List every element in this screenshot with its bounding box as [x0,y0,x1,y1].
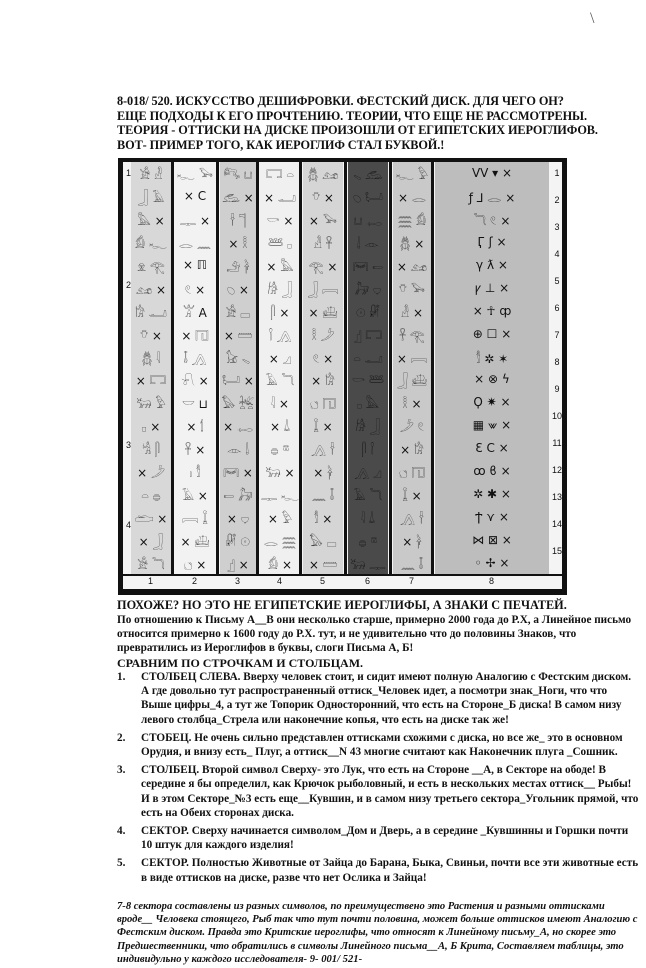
glyph-cell: × 𓂋 [398,191,426,206]
list-item [117,670,639,727]
footer-paragraph: 7-8 сектора составлены из разных символов, по преимуществено это Растения и разными оттисками вроде__ Человека стоящего, Рыб так что тут почти половина, может больше оттисков имеют Аналогию с Фестским диском. Правда это Критские иероглифы, что относят к Линейному письму_А, но скорее это Предшественники, что обратились в символы Линейного письма__А, Б Крита, Составляем таблицы, это индивидульно у каждого исследователя- 9- 001/ 521- [117,901,638,965]
glyph-cell: 𓆣 𓃭 [307,168,339,183]
glyph-cell: 𓋴 𓌉 [361,443,375,458]
glyph-cell: 𓄤 𓂻 [183,351,207,366]
glyph-column-5 [303,162,343,574]
glyph-cell: 𓄣 𓅨 [398,282,426,297]
glyph-cell: 𓃒 × [265,465,295,480]
glyph-cell: × 𓅱 [267,511,293,526]
glyph-cell: 𓆇 𓂡 [353,191,383,206]
glyph-cell: × 𓉐 [135,374,167,389]
row-number: 12 [552,465,562,475]
glyph-cell: 𓅃 𓊌 [309,534,337,549]
glyph-cell: 𓎡 × [266,214,294,229]
glyph-cell: 𓀙 𓃀 [267,282,293,297]
glyph-cell: 𓇋 𓍑 [361,511,375,526]
glyph-cell: 𓃀 𓄿 [137,191,165,206]
glyph-cell: 𓀀 𓊌 [225,305,251,320]
glyph-cell: ✲ ✱ × [473,486,511,501]
glyph-cell: × 𓃭 [396,259,428,274]
glyph-cell: 𓂓 𓉻 [353,214,383,229]
glyph-cell: 𓇋 × [271,397,289,412]
intro-paragraph: По отношению к Письму А__В они несколько старше, примерно 2000 года до Р.Х, а Линейное письмо относится примерно к 1600 году до Р.Х. тут, и не удивительно что до половины Знаков, что превратились из Иероглифов в буквы, слоги Письма А, Б! [117,614,632,654]
glyph-cell: 𓀾 ✲ ✶ [475,351,509,366]
glyph-cell: 𓂀 × [308,259,338,274]
glyph-cell: Ӷ ʃ × [477,235,507,250]
glyph-cell: 𓋞 𓍿 [352,259,384,274]
glyph-cell: 𓊃 × [179,214,211,229]
glyph-cell: 𓎡 𓆷 [351,374,385,389]
glyph-column-3 [220,162,256,574]
glyph-cell: 𓊃 𓆑 [260,488,300,503]
glyph-cell: 𓃒 𓊃 [350,557,386,572]
glyph-cell: 𓈗 𓀁 [397,214,427,229]
glyph-cell: 𓄿 × [182,488,208,503]
glyph-cell: 𓃹 × [222,191,254,206]
glyph-column-1 [131,162,171,574]
glyph-cell: 𓃗 𓂑 [354,282,382,297]
glyph-cell: 𓀁 𓆑 [134,237,168,252]
column-number: 1 [148,576,154,586]
column-divider [299,162,302,574]
glyph-cell: 𓍿 𓃗 [223,488,253,503]
glyph-cell: 𓋞 × [223,465,253,480]
list-item-text: СТОЛБЕЦ. Второй символ Сверху- это Лук, что есть на Стороне __А, в Секторе на ободе! В середине я бы определил, как Крючок рыболовный, и есть в нескольких местах оттиск__ Рыбы! И в этом Секторе_№3 есть еще__Кувшин, и в самом низу третьего сектора_Угольник прямой, что есть на Обеих сторонах диска. [141,764,639,819]
glyph-column-2 [175,162,215,574]
glyph-cell: 𓆑 𓅨 [176,168,214,183]
glyph-cell: 𓁹 𓌃 [226,443,250,458]
glyph-cell: 𓁐 𓋹 [313,237,333,252]
glyph-cell: × ℿ [182,257,208,272]
column-number: 4 [277,576,283,586]
glyph-cell: 𓋴 × [270,305,290,320]
glyph-cell: 𓅃 𓆥 [221,397,255,412]
row-number: 14 [552,519,562,529]
glyph-cell: ◦ ✢ × [474,555,510,570]
hieroglyph-comparison-figure [118,158,567,595]
left-row-number: 3 [126,440,132,450]
glyph-cell: 𓏏 𓐍 [141,488,161,503]
column-divider [171,162,174,574]
heading-line-1: 8-018/ 520. ИСКУССТВО ДЕШИФРОВКИ. ФЕСТСКИЙ ДИСК. ДЛЯ ЧЕГО ОН? [117,94,564,108]
glyph-cell: 𓆣 × [399,237,425,252]
glyph-column-4 [260,162,300,574]
column-number: 3 [235,576,241,586]
glyph-cell: 𓌉 𓂻 [268,328,292,343]
glyph-cell: × 𓀗 [311,374,335,389]
glyph-cell: 𓎛 𓌳 [311,328,335,343]
list-item-number: 4. [117,825,126,838]
glyph-cell: × 𓃀 [138,534,164,549]
glyph-cell: × 𓎛 [228,237,248,252]
glyph-cell: 𓋹 𓂀 [399,328,425,343]
glyph-cell: 𓍯 × [181,374,209,389]
row-number: 11 [552,438,562,448]
glyph-cell: 𓀀 𓁐 [139,168,163,183]
row-number: 5 [554,276,560,286]
glyph-cell: 𓃀 𓇯 [307,282,339,297]
glyph-cell: 𓁐 × [401,305,423,320]
numbered-list [117,670,639,889]
list-item [117,731,639,759]
compare-heading: СРАВНИМ ПО СТРОЧКАМ И СТОЛБЦАМ. [117,656,364,670]
glyph-cell: 𓏏 𓂝 [353,351,383,366]
glyph-cell: 𓃀 𓊝 [397,374,427,389]
column-divider [256,162,259,574]
column-number-band [123,574,562,589]
glyph-cell: 𓆑 𓅱 [395,168,429,183]
glyph-cell: 𓂧 × [134,511,168,526]
glyph-cell: 𓁷 𓂀 [137,259,165,274]
glyph-column-8 [435,162,549,574]
glyph-cell: Ϯ ⋎ × [475,509,509,524]
list-item [117,856,639,884]
list-item-text: СТОЛБЕЦ СЛЕВА. Вверху человек стоит, и сидит имеют полную Аналогию с Фестским диском. А где довольно тут распространенный оттиск_Человек идет, а посмотри знак_Ноги, что что Выше цифры_4, а тут же Топорик Односторонний, что есть на Стороне_Б диска! В самом низу левого столбца_Стрела или наконечние копья, что есть на диске так же! [141,671,632,726]
glyph-cell: 𓄂 𓋀 [226,259,250,274]
glyph-cell: 𓀐 𓂓 [223,168,253,183]
column-divider [389,162,392,574]
glyph-cell: × 𓊝 [180,534,210,549]
glyph-cell: 𓂡 × [222,374,254,389]
glyph-cell: 𓌃 𓁹 [356,237,380,252]
glyph-cell: 𓐎 × [183,557,207,572]
list-item-number: 5. [117,857,126,870]
figure-panel [123,162,562,589]
glyph-cell: 𓊨 𓉐 [354,328,382,343]
left-row-number: 1 [126,168,132,178]
glyph-cell: γ ƛ × [476,257,508,272]
list-item-text: СТОБЕЦ. Не очень сильно представлен оттисками схожими с диска, но все же_ это в основном Орудия, и внизу есть_ Плуг, а оттиск__N 43 многие считают как Наконечник плуга _Сошник. [141,731,623,759]
glyph-cell: × ⊗ ϟ [474,372,510,387]
glyph-cell: 𓏞 𓇳 [226,534,250,549]
glyph-cell: × 𓀗 [400,443,424,458]
glyph-cell: 𓄿 𓆓 [265,374,295,389]
list-item [117,763,639,820]
list-item-number: 1. [117,671,126,683]
glyph-cell: × 𓍑 [270,420,290,435]
row-number: 2 [554,195,560,205]
glyph-cell: 𓇯 𓆼 [182,511,208,526]
list-item-number: 2. [117,731,126,744]
glyph-cell: × 𓌀 [186,420,204,435]
glyph-cell: × ☥ ȹ [472,303,512,318]
glyph-cell: 𓌂 𓊹 [229,214,247,229]
glyph-cell: × 𓉻 [223,420,253,435]
row-number: 3 [554,222,560,232]
row-number: 1 [554,168,560,178]
glyph-cell: 𓐍 𓎼 [358,534,378,549]
glyph-cell: 𓄿 𓆓 [353,488,383,503]
glyph-cell: VV ▾ × [471,166,513,181]
heading-line-3: ТЕОРИЯ - ОТТИСКИ НА ДИСКЕ ПРОИЗОШЛИ ОТ ЕГИПЕТСКИХ ИЕРОГЛИФОВ. [117,123,598,138]
glyph-cell: × 𓈎 [268,351,292,366]
row-number: 9 [554,384,560,394]
corner-mark: \ [590,10,595,27]
glyph-cell: 𓀜 𓋴 [142,443,160,458]
glyph-column-6 [348,162,388,574]
column-number: 8 [489,576,495,586]
glyph-cell: 𓀗 𓂝 [135,305,167,320]
glyph-cell: 𓌳 𓏲 [399,420,425,435]
glyph-cell: × 𓏠 [308,557,338,572]
list-item [117,824,639,852]
glyph-cell: 𓆇 × [227,282,249,297]
glyph-cell: × 𓋀 [313,465,333,480]
glyph-cell: 𓎛 × [402,397,422,412]
glyph-cell: 𓊪 × [141,420,161,435]
glyph-cell: 𓂻 𓈎 [354,465,382,480]
heading-line-4: ВОТ- ПРИМЕР ТОГО, КАК ИЕРОГЛИФ СТАЛ БУКВОЙ.! [117,137,445,152]
glyph-cell: 𓐎 𓉔 [399,465,425,480]
column-number: 2 [192,576,198,586]
glyph-cell: × 𓉔 [181,328,209,343]
glyph-cell: 𓀀 𓆓 [137,557,165,572]
glyph-cell: 𓃒 𓅱 [136,397,166,412]
glyph-cell: × 𓌳 [137,465,165,480]
glyph-cell: 𓇳 𓏞 [356,305,380,320]
list-item-text: СЕКТОР. Сверху начинается символом_Дом и Дверь, а в середине _Кувшинны и Горшки почти 10 штук для каждого изделия! [141,825,629,852]
row-number: 7 [554,330,560,340]
glyph-cell: 𓊪 𓅓 [356,397,380,412]
column-divider [431,162,434,574]
glyph-cell: 𓀁 × [267,557,293,572]
glyph-cell: Ϙ ✷ × [473,395,511,410]
glyph-cell: × 𓅨 [308,214,338,229]
glyph-cell: 𓐎 𓉔 [310,397,336,412]
glyph-cell: 𓅓 × [137,214,165,229]
glyph-cell: × 𓅓 [266,259,294,274]
glyph-cell: 𓄣 × [312,191,334,206]
glyph-cell: 𓂋 𓈖 [178,237,212,252]
glyph-cell: 𓀙 𓃀 [355,420,381,435]
row-number: 8 [554,357,560,367]
glyph-cell: 𓈅 𓃹 [353,168,383,183]
glyph-cell: 𓊨 × [227,557,249,572]
glyph-cell: × 𓇯 [396,351,428,366]
glyph-cell: 𓆷 𓊪 [267,237,292,252]
glyph-cell: 𓆓 𓏲 × [473,214,511,229]
glyph-cell: ꝏ ϐ × [473,463,511,478]
glyph-cell: 𓂋 𓈗 [263,534,297,549]
glyph-cell: 𓀾 × [313,511,333,526]
glyph-cell: 𓂻 𓌂 [400,511,424,526]
glyph-cell: ⊕ ☐ × [472,326,512,341]
glyph-cell: 𓃭 × [135,282,167,297]
glyph-cell: × 𓂑 [226,511,250,526]
glyph-cell: × 𓏠 [223,328,253,343]
glyph-cell: ꝩ ⊥ × [474,281,510,296]
glyph-cell: ƒ ⅃ 𓂋 × [468,191,516,206]
glyph-cell: × 𓊝 [308,305,338,320]
figure-caption: ПОХОЖЕ? НО ЭТО НЕ ЕГИПЕТСКИЕ ИЕРОГЛИФЫ, А ЗНАКИ С ПЕЧАТЕЙ. [117,598,567,612]
glyph-cell: 𓆣 𓇋 [141,351,161,366]
glyph-cell: 𓎟 ⊔ [182,397,208,412]
glyph-cell: 𓂻 𓌂 [311,443,335,458]
glyph-cell: 𓏤 𓀾 [189,465,201,480]
glyph-cell: × 𓂝 [264,191,296,206]
glyph-cell: Ɛ Ϲ × [475,441,509,456]
list-item-number: 3. [117,764,126,777]
glyph-cell: 𓆼 × [313,420,333,435]
row-number: 15 [552,546,562,556]
column-divider [216,162,219,574]
glyph-cell: × C [183,189,207,204]
glyph-cell: 𓆼 × [402,488,422,503]
list-item-text: СЕКТОР. Полностью Животные от Зайца до Барана, Быка, Свиньи, почти все эти животные есть в виде оттисков на диске, разве что нет Ослика и Зайца! [141,857,639,884]
glyph-cell: 𓄣 × [140,328,162,343]
glyph-cell: 𓉐 𓏏 [266,168,294,183]
glyph-cell: ▦ ⩖ × [472,417,512,432]
column-number: 6 [365,576,371,586]
glyph-cell: 𓈖 𓄤 [311,488,335,503]
glyph-cell: 𓃠 𓈅 [226,351,250,366]
row-number: 10 [552,411,562,421]
glyph-cell: 𓐍 𓎼 [270,443,290,458]
glyph-cell: 𓏲 × [184,282,206,297]
column-number: 5 [320,576,326,586]
glyph-cell: 𓏲 × [312,351,334,366]
glyph-cell: × 𓋀 [402,534,422,549]
glyph-cell: 𓋹 × [184,443,206,458]
column-divider [344,162,347,574]
document-heading [117,94,617,152]
glyph-cell: ⋈ ⊠ × [472,532,512,547]
left-row-number: 4 [126,520,132,530]
glyph-cell: 𓈖 𓄤 [400,557,424,572]
left-row-number: 2 [126,280,132,290]
heading-line-2: ЕЩЕ ПОДХОДЫ К ЕГО ПРОЧТЕНИЮ. ТЕОРИИ, ЧТО ЕЩЕ НЕ РАССМОТРЕНЫ. [117,108,587,123]
glyph-cell: 𓀠 A [183,305,207,320]
row-number: 4 [554,249,560,259]
column-number: 7 [409,576,415,586]
row-number: 6 [554,303,560,313]
glyph-column-7 [393,162,431,574]
row-number: 13 [552,492,562,502]
